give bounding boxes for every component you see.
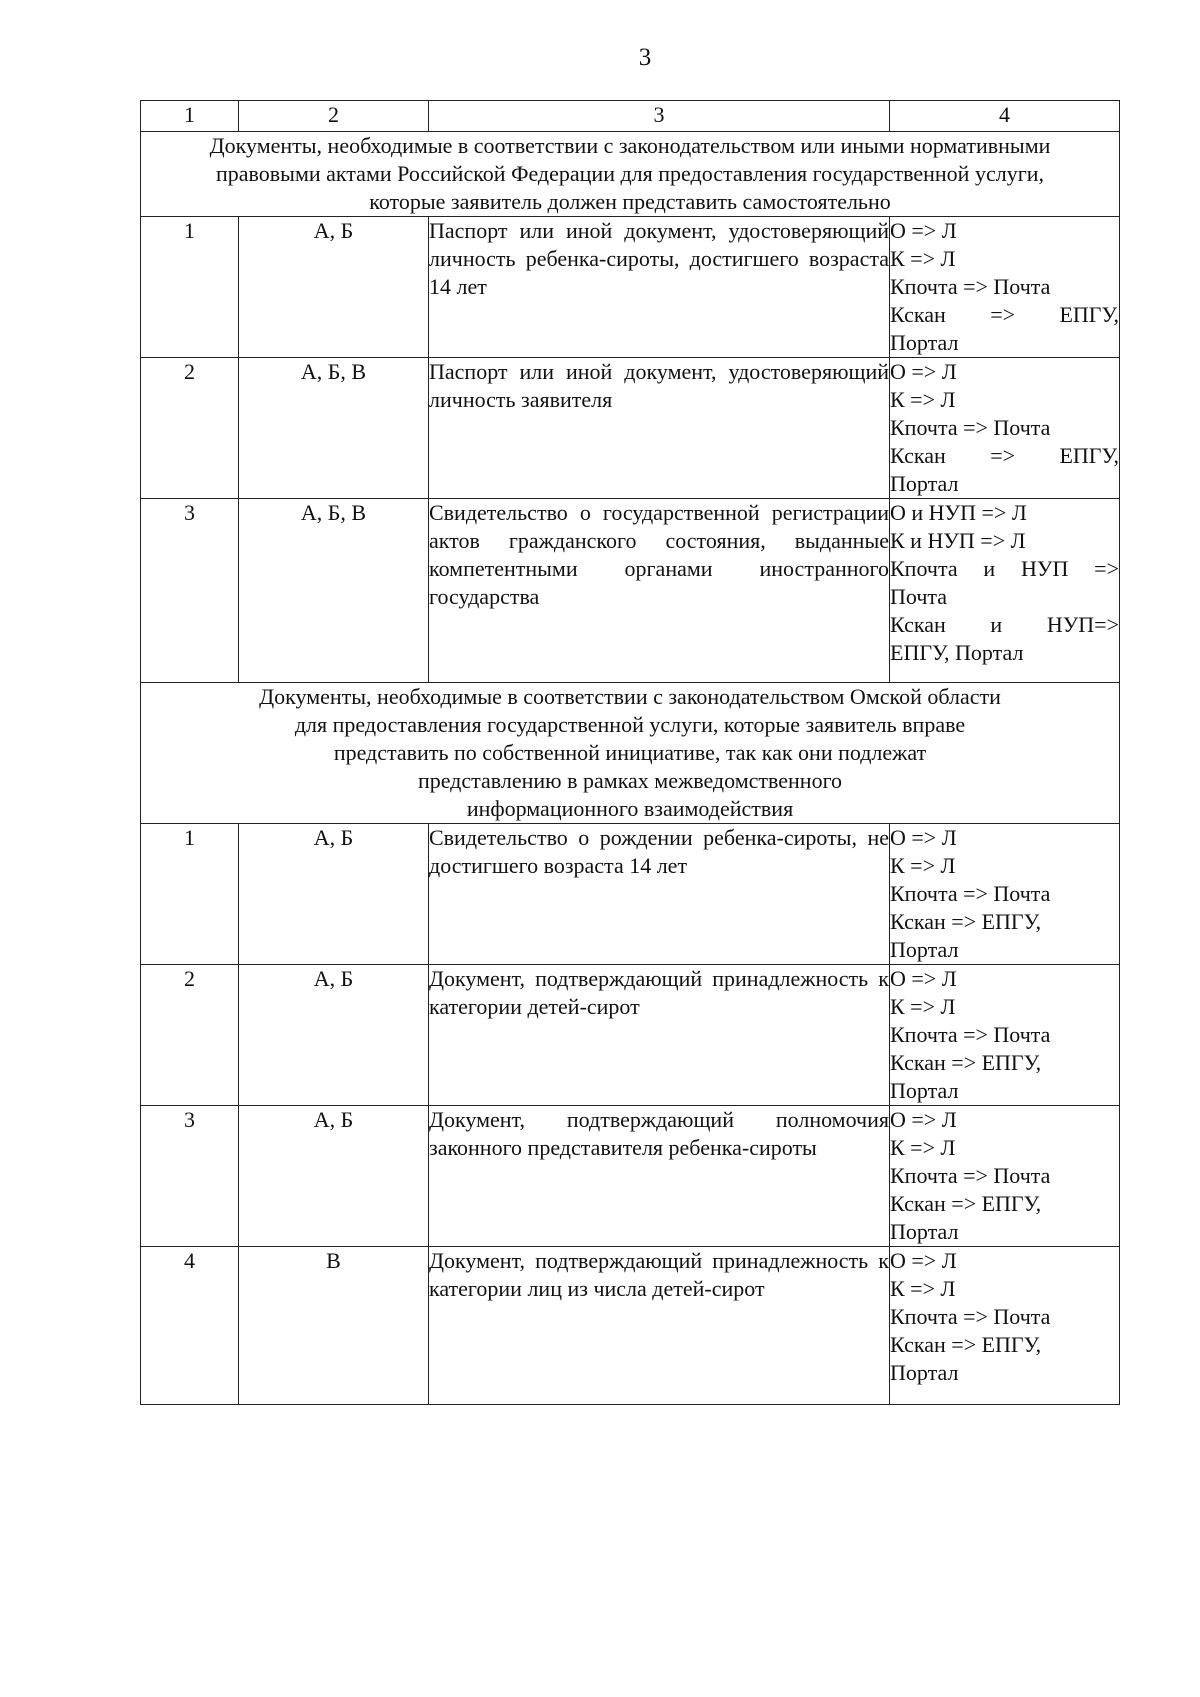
table-row [141, 965, 1120, 1106]
row-categories: А, Б, В [239, 358, 429, 499]
section-title-mandatory: Документы, необходимые в соответствии с законодательством или иными нормативными правовыми актами Российской Федерации для предоставления государственной услуги, которые заявитель должен представить самостоятельно [141, 132, 1120, 217]
row-categories: А, Б [239, 965, 429, 1106]
row-document-description: Паспорт или иной документ, удостоверяющий личность ребенка-сироты, достигшего возраста 14 лет [429, 217, 890, 358]
column-header-4: 4 [890, 101, 1120, 132]
row-submission-methods: О => Л К => Л Кпочта => Почта Кскан => ЕПГУ, Портал [890, 358, 1120, 499]
row-number: 1 [141, 217, 239, 358]
row-categories: А, Б [239, 1106, 429, 1247]
header-row [141, 101, 1120, 132]
row-categories: А, Б [239, 217, 429, 358]
row-number: 2 [141, 965, 239, 1106]
row-submission-methods: О => Л К => Л Кпочта => Почта Кскан => ЕПГУ, Портал [890, 965, 1120, 1106]
row-number: 2 [141, 358, 239, 499]
table-row [141, 824, 1120, 965]
section-row-mandatory [141, 132, 1120, 217]
section-row-optional [141, 683, 1120, 824]
column-header-3: 3 [429, 101, 890, 132]
column-header-2: 2 [239, 101, 429, 132]
row-submission-methods: О => Л К => Л Кпочта => Почта Кскан => ЕПГУ, Портал [890, 1247, 1120, 1405]
row-document-description: Документ, подтверждающий принадлежность к категории лиц из числа детей-сирот [429, 1247, 890, 1405]
table-row [141, 1247, 1120, 1405]
row-submission-methods: О и НУП => Л К и НУП => Л Кпочта и НУП => Почта Кскан и НУП=> ЕПГУ, Портал [890, 499, 1120, 683]
row-document-description: Документ, подтверждающий полномочия законного представителя ребенка-сироты [429, 1106, 890, 1247]
row-submission-methods: О => Л К => Л Кпочта => Почта Кскан => ЕПГУ, Портал [890, 217, 1120, 358]
table-row [141, 217, 1120, 358]
section-title-optional: Документы, необходимые в соответствии с законодательством Омской области для предоставления государственной услуги, которые заявитель вправе представить по собственной инициативе, так как они подлежат представлению в рамках межведомственного информационного взаимодействия [141, 683, 1120, 824]
documents-table [140, 100, 1120, 1405]
row-categories: А, Б [239, 824, 429, 965]
row-categories: А, Б, В [239, 499, 429, 683]
row-number: 1 [141, 824, 239, 965]
page-number: 3 [638, 44, 652, 71]
column-header-1: 1 [141, 101, 239, 132]
row-submission-methods: О => Л К => Л Кпочта => Почта Кскан => ЕПГУ, Портал [890, 824, 1120, 965]
table-row [141, 1106, 1120, 1247]
table-row [141, 499, 1120, 683]
row-number: 3 [141, 499, 239, 683]
row-document-description: Документ, подтверждающий принадлежность к категории детей-сирот [429, 965, 890, 1106]
row-document-description: Свидетельство о рождении ребенка-сироты, не достигшего возраста 14 лет [429, 824, 890, 965]
row-categories: В [239, 1247, 429, 1405]
table-row [141, 358, 1120, 499]
row-number: 4 [141, 1247, 239, 1405]
row-document-description: Свидетельство о государственной регистрации актов гражданского состояния, выданные компетентными органами иностранного государства [429, 499, 890, 683]
row-document-description: Паспорт или иной документ, удостоверяющий личность заявителя [429, 358, 890, 499]
row-submission-methods: О => Л К => Л Кпочта => Почта Кскан => ЕПГУ, Портал [890, 1106, 1120, 1247]
row-number: 3 [141, 1106, 239, 1247]
